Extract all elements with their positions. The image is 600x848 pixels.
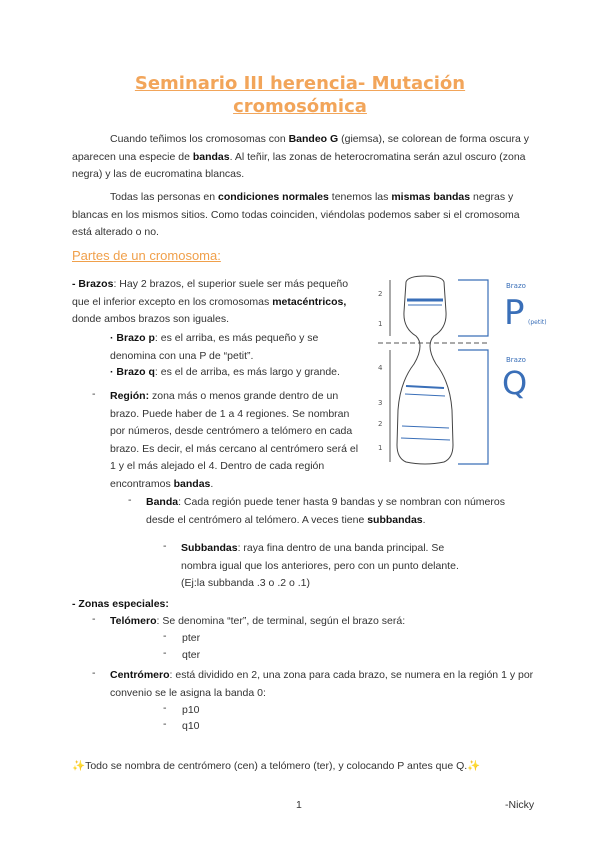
footer-author: -Nicky [505,799,535,811]
subbandas-bullet: - [163,540,167,552]
region-bold-bandas: bandas [173,477,211,490]
region-bullet: - [92,388,96,400]
region-num-2: 2 [378,290,383,298]
brazos-text-2: donde ambos brazos son iguales. [72,313,230,325]
page-title [0,72,600,118]
brazo-p-text: : es el arriba, es más pequeño y se denomina con una P de “petit”. [110,332,319,362]
brazo-p-small-label: Brazo [506,282,526,290]
brazos-bold-metacentricos: metacéntricos, [272,295,347,308]
chromosome-outline [397,276,453,464]
subbandas-example: (Ej:la subbanda .3 o .2 o .1) [181,577,310,589]
banda-bold-subbandas: subbandas [367,513,423,526]
list-item-p10: p10 [182,704,200,716]
subbandas-text: : raya fina dentro de una banda principal. Se nombra igual que los anteriores, pero con un punto delante. [181,542,459,572]
intro-paragraph-1 [72,131,532,184]
qter-bullet: - [163,647,167,659]
brazos-label: - Brazos [72,278,114,290]
brazo-q-small-label: Brazo [506,356,526,364]
pter-bullet: - [163,630,167,642]
summary-line: ✨Todo se nombra de centrómero (cen) a telómero (ter), y colocando P antes que Q.✨ [72,760,481,772]
intro-paragraph-2 [72,189,532,242]
zonas-label: - Zonas especiales: [72,598,169,610]
brazos-text-1: : Hay 2 brazos, el superior suele ser más pequeño que el inferior excepto en los cromosomas [72,278,349,308]
zonas-heading [72,596,169,614]
section-heading: Partes de un cromosoma: [72,248,221,263]
brazo-p-letter: P [504,293,525,333]
centromero-text: : está dividido en 2, una zona para cada brazo, se numera en la región 1 y por convenio se le asigna la banda 0: [110,669,534,699]
subbandas-label: Subbandas [181,542,238,554]
brazo-p-item [110,330,362,365]
title-line-1: Seminario III herencia- Mutación [134,73,466,94]
subbandas-paragraph [181,540,481,593]
title-line-2: cromosómica [233,96,367,117]
intro2-text-a: Todas las personas en [110,191,218,203]
intro2-bold-mismas-bandas: mismas bandas [391,191,471,203]
list-item-pter: pter [182,632,201,644]
intro1-text-a: Cuando teñimos los cromosomas con [110,133,289,145]
region-num-1b: 1 [378,444,383,452]
region-end: . [210,477,214,490]
p10-bullet: - [163,702,167,714]
bracket-q [458,350,488,464]
band-q-2 [405,394,445,396]
banda-paragraph [146,494,516,529]
brazo-p-note: (petit) [528,319,547,326]
intro1-bold-bandeo: Bandeo G [288,133,339,145]
centromero-bullet: - [92,667,96,679]
telomero-paragraph [110,613,530,631]
region-num-1: 1 [378,320,383,328]
telomero-bullet: - [92,613,96,625]
brazo-q-letter: Q [502,364,528,402]
banda-label: Banda [146,496,179,508]
list-item-q10: q10 [182,720,200,732]
banda-text: : Cada región puede tener hasta 9 bandas y se nombran con números desde el centrómero al telómero. A veces tiene [146,496,505,526]
region-num-2b: 2 [378,420,383,428]
brazo-p-label: · Brazo p [110,332,155,344]
intro1-text-e: . Al teñir, las zonas de heterocromatina serán azul oscuro (zona negra) y las de eucromatina blancas. [72,150,526,180]
brazo-q-label: · Brazo q [110,366,155,378]
region-label: Región: [110,390,150,402]
brazos-paragraph [72,276,367,329]
intro2-text-c: tenemos las [328,191,392,203]
intro1-bold-bandas: bandas [192,150,230,163]
brazo-q-item [110,364,370,382]
intro2-text-e: negras y blancas en los mismos sitios. Como todas coinciden, viéndolas podemos saber si el cromosoma está alterado o no. [72,191,520,238]
banda-bullet: - [128,494,132,506]
banda-end: . [422,513,426,526]
chromosome-diagram [370,270,550,470]
band-q-4 [401,438,450,440]
telomero-label: Telómero [110,615,157,627]
region-paragraph [110,388,360,493]
intro2-bold-condiciones: condiciones normales [217,191,329,203]
region-num-3: 3 [378,399,383,407]
centromero-paragraph [110,667,535,702]
region-num-4: 4 [378,364,383,372]
band-q-1 [406,386,444,388]
band-q-3 [402,426,449,428]
telomero-text: : Se denomina “ter”, de terminal, según el brazo será: [156,615,406,627]
page-number: 1 [296,799,302,811]
centromero-label: Centrómero [110,669,170,681]
bracket-p [458,280,488,336]
list-item-qter: qter [182,649,201,661]
brazo-q-text: : es el de arriba, es más largo y grande. [154,366,340,378]
intro1-text-c: (giemsa), se colorean de forma oscura y aparecen una especie de [72,133,530,163]
region-text: zona más o menos grande dentro de un brazo. Puede haber de 1 a 4 regiones. Se nombran por números, desde centrómero a telómero en cada brazo. Es decir, el más cercano al centrómero será el 1 y el más alejado el 4. Dentro de cada región encontramos [110,390,359,490]
q10-bullet: - [163,718,167,730]
